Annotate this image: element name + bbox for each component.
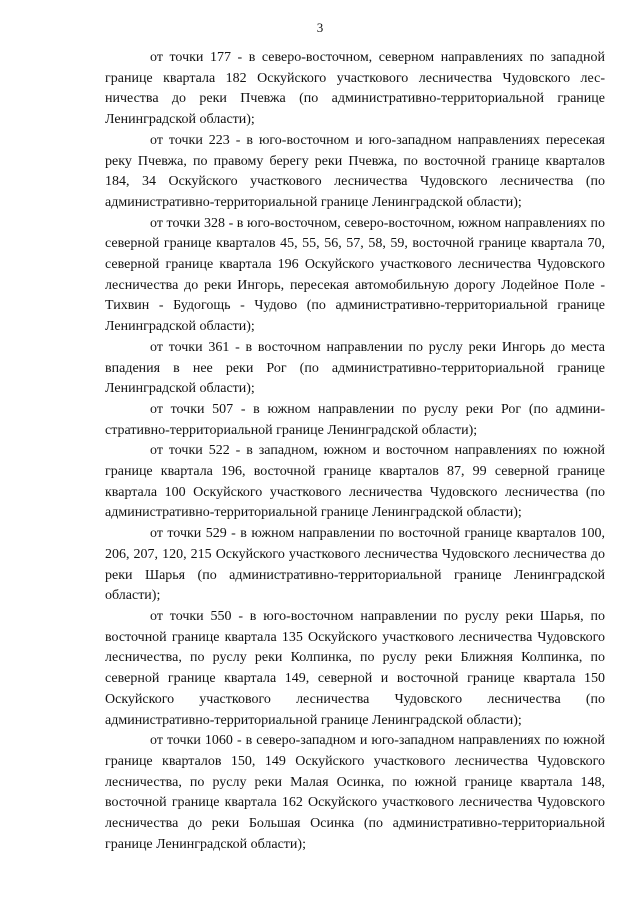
paragraph-point-550: от точки 550 - в юго-восточном направлении по руслу реки Шарья, по восточной границе квартала 135 Оскуйского участкового лесничества Чудовского лесничества, по руслу реки Колпинка, по руслу реки Ближняя Колпинка, по северной границе квартала 149, северной и восточной границе квартала 150 Оскуйского участкового лесничества Чудовского лесничества (по административно-территориальной границе Ленинградской области); bbox=[105, 608, 605, 728]
paragraph-point-328: от точки 328 - в юго-восточном, северо-восточном, южном направлениях по северной границе кварталов 45, 55, 56, 57, 58, 59, восточной границе квартала 70, северной границе квартала 196 Оскуйского участкового лесничества Чудовского лесничества до реки Ингорь, пересекая автомобильную дорогу Лодейное Поле - Тихвин - Будогощь - Чудово (по административно-территориальной границе Ленинградской области); bbox=[105, 215, 605, 335]
paragraph-point-522: от точки 522 - в западном, южном и восточном направлениях по южной границе квартала 196, восточной границе кварталов 87, 99 северной границе квартала 100 Оскуйского участкового лесничества Чудовского лесничества (по административно-территориальной границе Ленинградской области); bbox=[105, 443, 605, 521]
document-body bbox=[105, 48, 605, 855]
paragraph-point-361: от точки 361 - в восточном направлении по руслу реки Ингорь до места впадения в нее реки Рог (по административно-территориальной границе Ленинградской области); bbox=[105, 339, 605, 397]
paragraph-point-529: от точки 529 - в южном направлении по восточной границе кварталов 100, 206, 207, 120, 215 Оскуйского участкового лесничества Чудовского лесничества до реки Шарья (по административно-территориальной границе Ленинградской области); bbox=[105, 526, 605, 604]
page-number: 3 bbox=[316, 20, 324, 35]
paragraph-point-507: от точки 507 - в южном направлении по руслу реки Рог (по административно-территориальной границе Ленинградской области); bbox=[105, 401, 605, 438]
paragraph-point-223: от точки 223 - в юго-восточном и юго-западном направлениях пересекая реку Пчевжа, по правому берегу реки Пчевжа, по восточной границе кварталов 184, 34 Оскуйского участкового лесничества Чудовского лесничества (по административно-территориальной границе Ленинградской области); bbox=[105, 132, 605, 210]
paragraph-point-1060: от точки 1060 - в северо-западном и юго-западном направлениях по южной границе кварталов 150, 149 Оскуйского участкового лесничества Чудовского лесничества, по руслу реки Малая Осинка, по южной границе квартала 148, восточной границе квартала 162 Оскуйского участкового лесничества Чудовского лесничества до реки Большая Осинка (по административно-территориальной границе Ленинградской области); bbox=[105, 733, 605, 852]
paragraph-point-177: от точки 177 - в северо-восточном, северном направлениях по западной границе квартала 182 Оскуйского участкового лесничества Чудовского лесничества до реки Пчевжа (по административно-территориальной границе Ленинградской области); bbox=[105, 50, 605, 128]
